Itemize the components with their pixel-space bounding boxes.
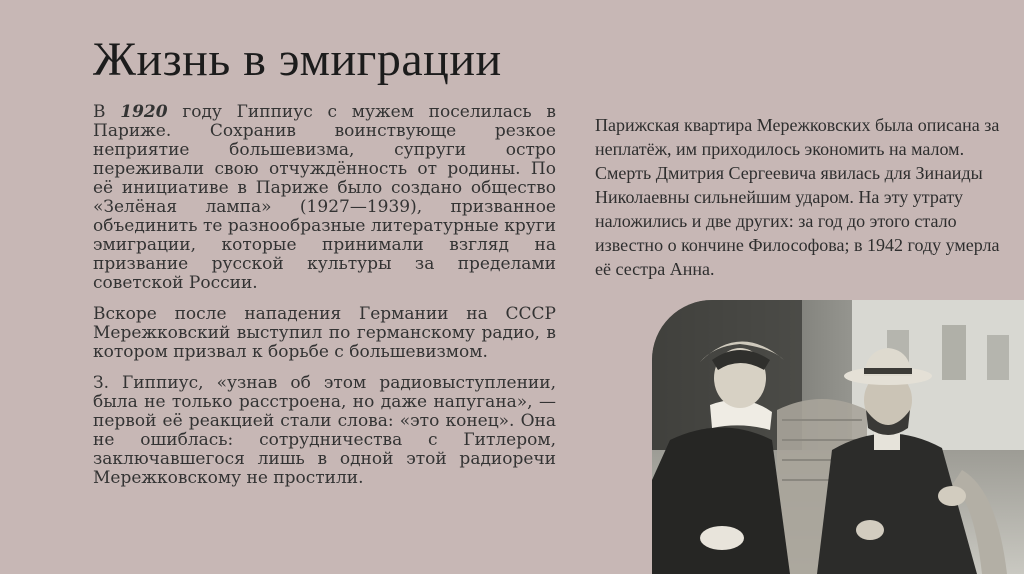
year-1920: 1920 (120, 102, 168, 122)
paragraph-radio: Вскоре после нападения Германии на СССР Мережковский выступил по германскому радио, в котором призвал к борьбе с большевизмом. (93, 304, 556, 362)
man-hat-band (864, 368, 912, 374)
woman-hands (700, 526, 744, 550)
building-window (942, 325, 966, 380)
left-text-column (93, 103, 556, 500)
man-hand (856, 520, 884, 540)
paragraph-1920 (93, 103, 556, 293)
paragraph-paris-apartment: Парижская квартира Мережковских была описана за неплатёж, им приходилось экономить на малом. Смерть Дмитрия Сергеевича явилась для Зинаиды Николаевны сильнейшим ударом. На эту утрату наложились и две других: за год до этого стало известно о кончине Философова; в 1942 году умерла её сестра Анна. (595, 115, 1000, 279)
p1-post: году Гиппиус с мужем поселилась в Париже. Сохранив воинствующе резкое неприятие большевизма, супруги остро переживали свою отчуждённость от родины. По её инициативе в Париже было создано общество «Зелёная лампа» (1927—1939), призванное объединить те разнообразные литературные круги эмиграции, которые принимали взгляд на призвание русской культуры за пределами советской России. (93, 102, 556, 293)
right-text-column (595, 113, 1000, 281)
couple-photo-illustration (652, 300, 1024, 574)
couple-photo (652, 300, 1024, 574)
man-hand (938, 486, 966, 506)
woman-dress (652, 428, 790, 574)
p1-pre: В (93, 102, 121, 122)
building-window (987, 335, 1009, 380)
slide-title: Жизнь в эмиграции (93, 33, 502, 86)
paragraph-reaction: З. Гиппиус, «узнав об этом радиовыступлении, была не только расстроена, но даже напугана», — первой её реакцией стали слова: «это конец». Она не ошиблась: сотрудничества с Гитлером, заключавшегося лишь в одной этой радиоречи Мережковскому не простили. (93, 373, 556, 488)
